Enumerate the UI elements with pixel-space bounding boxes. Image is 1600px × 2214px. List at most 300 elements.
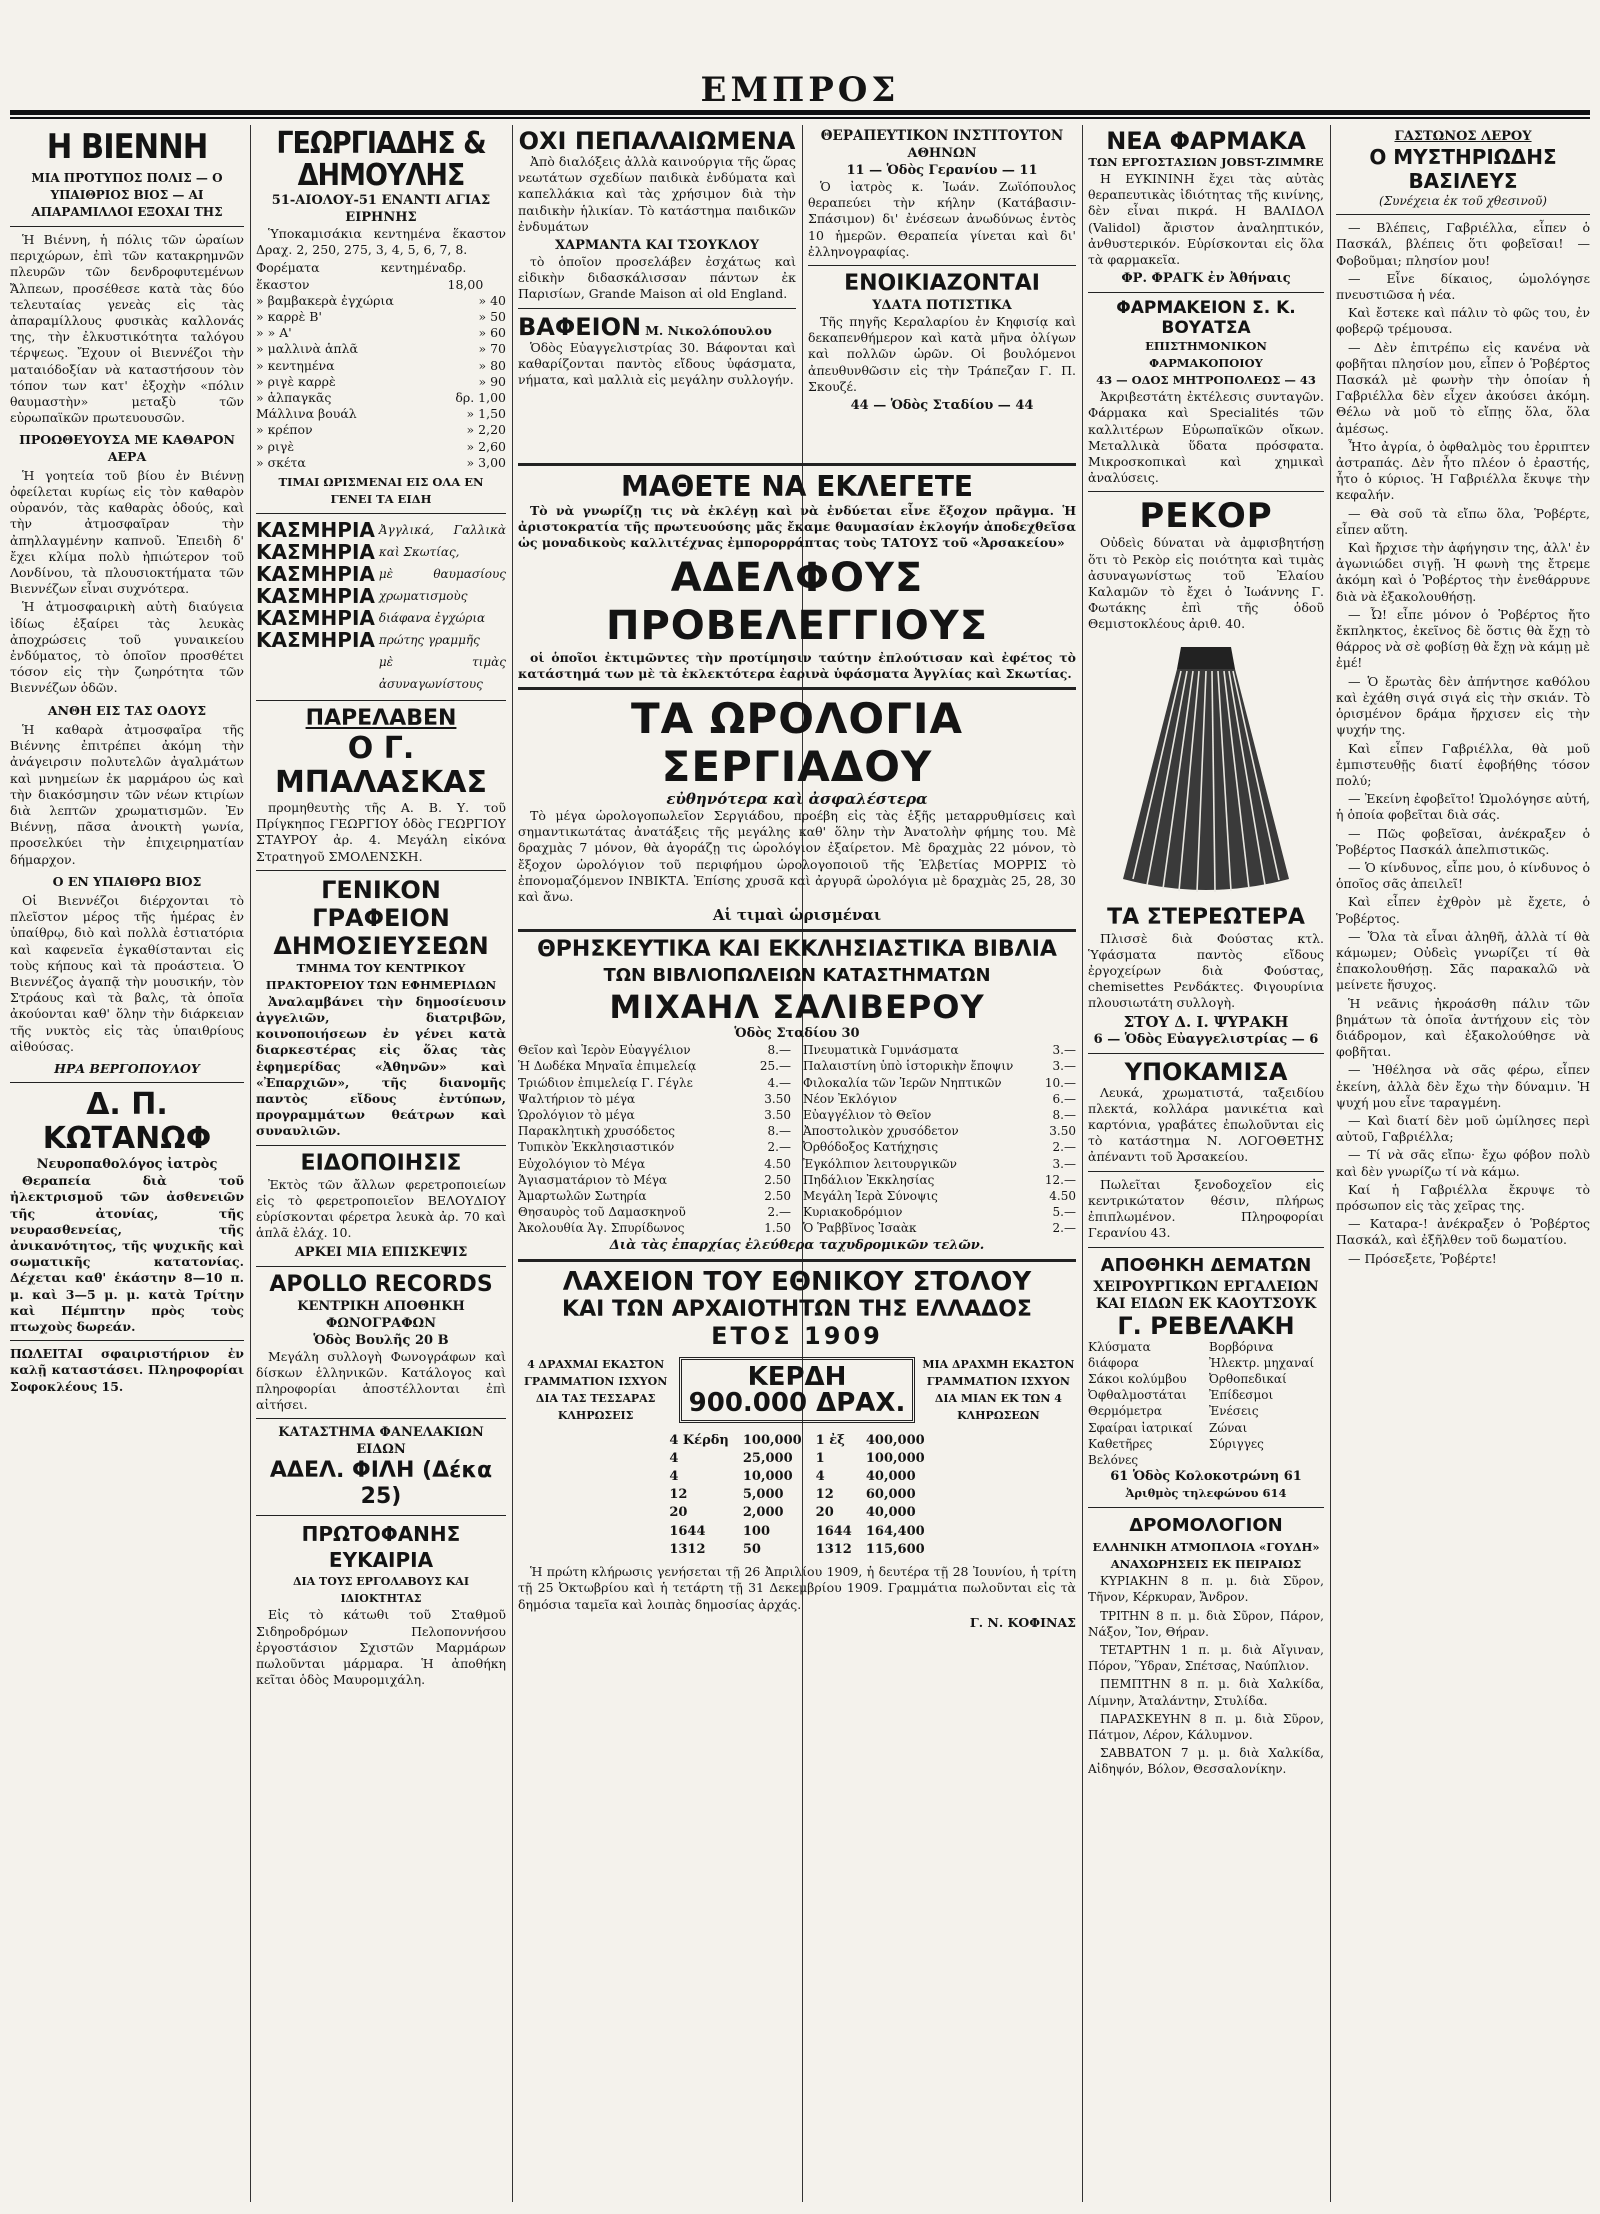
price-value: » 1,50 bbox=[466, 406, 506, 422]
book-row bbox=[803, 1091, 1076, 1107]
rent-subtitle: ΥΔΑΤΑ ΠΟΤΙΣΤΙΚΑ bbox=[872, 298, 1012, 314]
book-row bbox=[803, 1204, 1076, 1220]
article-subheading: ΠΡΟΩΘΕΥΟΥΣΑ ΜΕ ΚΑΘΑΡΟΝ ΑΕΡΑ bbox=[19, 432, 235, 464]
route-entry: ΣΑΒΒΑΤΟΝ 7 μ. μ. διὰ Χαλκίδα, Αἰδηψόν, Βόλον, Θεσσαλονίκην. bbox=[1088, 1746, 1324, 1777]
price-item: » μαλλινὰ ἁπλᾶ bbox=[256, 341, 358, 357]
prize-cell: 100,000 bbox=[742, 1432, 802, 1448]
book-price: 8.— bbox=[767, 1043, 791, 1058]
book-row bbox=[803, 1220, 1076, 1236]
surgical-items bbox=[1088, 1339, 1324, 1469]
prize-cell: 10,000 bbox=[742, 1469, 793, 1485]
book-price: 3.50 bbox=[1049, 1124, 1076, 1139]
watches-title: ΤΑ ΩΡΟΛΟΓΙΑ ΣΕΡΓΙΑΔΟΥ bbox=[630, 694, 964, 792]
pharmacy-title: ΦΑΡΜΑΚΕΙΟΝ Σ. Κ. ΒΟΥΑΤΣΑ bbox=[1116, 298, 1296, 339]
book-row bbox=[803, 1075, 1076, 1091]
book-title: Ψαλτήριον τὸ μέγα bbox=[518, 1091, 636, 1106]
price-value: » 80 bbox=[478, 357, 506, 373]
masthead-rule-thin bbox=[10, 117, 1590, 119]
prize-cell: 1 ἐξ bbox=[815, 1432, 845, 1448]
book-title: Τυπικὸν Ἐκκλησιαστικόν bbox=[518, 1140, 675, 1155]
book-title: Τριώδιον ἐπιμελείᾳ Γ. Γέγλε bbox=[518, 1075, 693, 1090]
surgical-depot-title: ΑΠΟΘΗΚΗ ΔΕΜΑΤΩΝ bbox=[1100, 1254, 1312, 1276]
prize-cell: 20 bbox=[669, 1505, 688, 1521]
prize-cell: 400,000 bbox=[865, 1432, 925, 1448]
price-row bbox=[256, 406, 506, 422]
column-ads-left bbox=[256, 128, 506, 2204]
surgical-item: Ἐνέσεις bbox=[1209, 1404, 1259, 1419]
book-price: 4.50 bbox=[1049, 1189, 1076, 1204]
book-title: Ἀμαρτωλῶν Σωτηρία bbox=[518, 1189, 647, 1204]
book-row bbox=[803, 1123, 1076, 1139]
kasmiria-note: Ἀγγλικά, Γαλλικὰ καὶ Σκωτίας, bbox=[378, 523, 506, 560]
route-entry: ΠΑΡΑΣΚΕΥΗΝ 8 π. μ. διὰ Σῦρον, Πάτμον, Λέρον, Κάλυμνον. bbox=[1088, 1711, 1324, 1742]
kasmiria-note: μὲ τιμὰς ἀσυναγωνίστους bbox=[378, 655, 506, 692]
kasmiria-word: ΚΑΣΜΗΡΙΑ bbox=[256, 562, 375, 587]
book-title: Πηδάλιον Ἐκκλησίας bbox=[803, 1172, 935, 1187]
lottery-title: ΛΑΧΕΙΟΝ ΤΟΥ ΕΘΝΙΚΟΥ ΣΤΟΛΟΥ bbox=[562, 1266, 1032, 1297]
kasmiria-word: ΚΑΣΜΗΡΙΑ bbox=[256, 606, 375, 631]
fixed-prices-note: ΤΙΜΑΙ ΩΡΙΣΜΕΝΑΙ ΕΙΣ ΟΛΑ ΕΝ ΓΕΝΕΙ ΤΑ ΕΙΔΗ bbox=[278, 475, 484, 507]
serial-paragraph: — Ὁ κίνδυνος, εἶπε μου, ὁ κίνδυνος ὁ ὁποῖος σᾶς ἀπειλεῖ! bbox=[1336, 859, 1590, 892]
prize-row bbox=[663, 1451, 930, 1467]
book-price: 2.— bbox=[1052, 1140, 1076, 1155]
prize-cell: 4 Κέρδη bbox=[669, 1432, 729, 1448]
billiards-ad: ΠΩΛΕΙΤΑΙ σφαιριστήριον ἐν καλῇ καταστάσει. Πληροφορίαι Σοφοκλέους 15. bbox=[10, 1346, 244, 1394]
surgical-item: Ζώναι bbox=[1209, 1420, 1248, 1435]
institute-address: 11 — Ὁδὸς Γερανίου — 11 bbox=[846, 163, 1038, 178]
price-row bbox=[256, 374, 506, 390]
serial-paragraph: Καὶ εἶπεν ἐχθρὸν μὲ ἔχετε, ὁ Ῥοβέρτος. bbox=[1336, 894, 1590, 926]
parelaben-heading: ΠΑΡΕΛΑΒΕΝ bbox=[305, 706, 457, 732]
prize-cell: 20 bbox=[815, 1505, 834, 1521]
book-price: 2.— bbox=[1052, 1221, 1076, 1236]
rekor-title: ΡΕΚΟΡ bbox=[1139, 496, 1273, 537]
price-item: » κρέπον bbox=[256, 422, 313, 438]
revelakis-address: 61 Ὁδὸς Κολοκοτρώνη 61 bbox=[1110, 1469, 1302, 1485]
surgical-items-left bbox=[1088, 1339, 1203, 1469]
book-price: 3.— bbox=[1052, 1043, 1076, 1058]
route-entry: ΤΡΙΤΗΝ 8 π. μ. διὰ Σῦρον, Πάρον, Νάξον, Ἴον, Θήραν. bbox=[1088, 1608, 1324, 1639]
pharma-text: Η ΕΥΚΙΝΙΝΗ ἔχει τὰς αὐτὰς θεραπευτικὰς ἰδιότητας τῆς κινίνης, δὲν εἶναι πικρά. Η ΒΑΛΙΔΟΛ (Validol) ἄριστον ἀναληπτικόν, ἀνθυστερικόν. Εὑρίσκονται εἰς ὅλα τὰ φαρμακεῖα. bbox=[1088, 171, 1324, 268]
price-row bbox=[256, 309, 506, 325]
kids-shop-name: ΧΑΡΜΑΝΤΑ ΚΑΙ ΤΣΟΥΚΛΟΥ bbox=[554, 238, 760, 254]
prize-cell: 100,000 bbox=[865, 1450, 925, 1466]
shirts-title: ΥΠΟΚΑΜΙΣΑ bbox=[1124, 1057, 1288, 1086]
rent-address: 44 — Ὁδὸς Σταδίου — 44 bbox=[850, 398, 1034, 414]
prize-cell: 1644 bbox=[815, 1523, 852, 1539]
book-price: 4.50 bbox=[764, 1156, 791, 1171]
surgical-item: Καθετῆρες bbox=[1088, 1436, 1153, 1451]
book-price: 12.— bbox=[1044, 1172, 1076, 1187]
book-title: Ἐγκόλπιον λειτουργικῶν bbox=[803, 1156, 957, 1171]
book-title: Νέον Ἐκλόγιον bbox=[803, 1091, 898, 1106]
mathete-title: ΜΑΘΕΤΕ ΝΑ ΕΚΛΕΓΕΤΕ bbox=[620, 470, 974, 503]
book-price: 2.50 bbox=[764, 1172, 791, 1187]
stereotera-shop: ΣΤΟΥ Δ. Ι. ΨΥΡΑΚΗ bbox=[1123, 1012, 1289, 1031]
doctor-ad-text: Θεραπεία διὰ τοῦ ἠλεκτρισμοῦ τῶν ἀσθενειῶν τῆς ἀτονίας, τῆς νευρασθενείας, τῆς ἀνικανότητος, τῆς ψυχικῆς καὶ σωματικῆς κατατονίας. Δέχεται καθ' ἑκάστην 8—10 π. μ. καὶ 3—5 μ. μ. κατὰ Τρίτην καὶ Πέμπτην πρὸς τοὺς πτωχοὺς δωρεάν. bbox=[10, 1173, 244, 1334]
books-title: ΘΡΗΣΚΕΥΤΙΚΑ ΚΑΙ ΕΚΚΛΗΣΙΑΣΤΙΚΑ ΒΙΒΛΙΑ bbox=[537, 937, 1057, 963]
shirts-text: Λευκά, χρωματιστά, ταξειδίου πλεκτά, κολλάρα μανικέτια καὶ καρτόνια, γραβάτες ἐπωλοῦνται εἰς τὸ κατάστημα Ν. ΛΟΓΟΘΕΤΗΣ ἀπέναντι τοῦ Ἀρσακείου. bbox=[1088, 1084, 1324, 1165]
serial-paragraph: — Δὲν ἐπιτρέπω εἰς κανένα νὰ φοβῆται πλησίον μου, εἶπεν ὁ Ῥοβέρτος Πασκάλ μὲ φωνὴν τὴν ὁποίαν ἡ Γαβριέλλα δὲν εἶχεν ἀκούσει ἀκόμη. Θέλω νὰ μοῦ τὸ εἴπῃς ὅλα, ὅλα ἀμέσως. bbox=[1336, 339, 1590, 436]
serial-paragraph: — Εἶνε δίκαιος, ὡμολόγησε πνευστιῶσα ἡ νέα. bbox=[1336, 270, 1590, 303]
kasmiria-word: ΚΑΣΜΗΡΙΑ bbox=[256, 540, 375, 565]
serial-paragraph: — Ὁ ἔρωτὰς δὲν ἀπήντησε καθόλου καὶ ἐχάθη σιγά σιγά εἰς τὴν σκιάν. Τὸ ὁρισμένον δράμα ἤρχισεν εἰς τὴν ψυχήν της. bbox=[1336, 673, 1590, 738]
price-value: » 50 bbox=[478, 309, 506, 325]
price-item: » ριγὲ καρρὲ bbox=[256, 373, 336, 389]
prize-cell: 25,000 bbox=[742, 1450, 793, 1466]
stereotera-address: 6 — Ὁδὸς Εὐαγγελιστρίας — 6 bbox=[1093, 1031, 1319, 1047]
price-row bbox=[256, 341, 506, 357]
serial-paragraph: — Θὰ σοῦ τὰ εἴπω ὅλα, Ῥοβέρτε, εἶπεν αὕτη. bbox=[1336, 505, 1590, 537]
column-center-main bbox=[518, 458, 1076, 2204]
stereotera-title: ΤΑ ΣΤΕΡΕΩΤΕΡΑ bbox=[1107, 904, 1305, 930]
surgical-item: Ἐπίδεσμοι bbox=[1209, 1388, 1274, 1403]
prize-row bbox=[663, 1505, 930, 1521]
book-price: 3.— bbox=[1052, 1059, 1076, 1074]
book-row bbox=[803, 1172, 1076, 1188]
book-price: 2.— bbox=[767, 1140, 791, 1155]
institute-text: Ὁ ἰατρὸς κ. Ἰωάν. Ζωϊόπουλος θεραπεύει τὴν κήλην (Κατάβασιν-Σπάσιμον) δι' ἐνέσεων ἀνωδύνως ἐντὸς 10 ἡμερῶν. Θεραπεία γίνεται καὶ δι' ἐλληνογραφίας. bbox=[808, 179, 1076, 259]
surgical-item: Βορβόρινα bbox=[1209, 1339, 1274, 1354]
pharmacy-text: Ἀκριβεστάτη ἐκτέλεσις συνταγῶν. Φάρμακα καὶ Specialités τῶν καλλιτέρων Εὐρωπαϊκῶν οἴκων. Μεταλλικὰ ὕδατα πρόσφατα. Μικροσκοπικαὶ καὶ χημικαὶ ἀναλύσεις. bbox=[1088, 389, 1324, 486]
lottery-right-note: ΜΙΑ ΔΡΑΧΜΗ ΕΚΑΣΤΟΝ ΓΡΑΜΜΑΤΙΟΝ ΙΣΧΥΟΝ ΔΙΑ ΜΙΑΝ ΕΚ ΤΩΝ 4 ΚΛΗΡΩΣΕΩΝ bbox=[922, 1357, 1075, 1422]
kasmiria-note: πρώτης γραμμῆς bbox=[378, 633, 480, 648]
price-item: » » Α' bbox=[256, 325, 292, 341]
serial-title: Ο ΜΥΣΤΗΡΙΩΔΗΣ ΒΑΣΙΛΕΥΣ bbox=[1369, 145, 1557, 193]
book-row bbox=[518, 1156, 791, 1172]
dyeworks-text: Ὁδὸς Εὐαγγελιστρίας 30. Βάφονται καὶ καθαρίζονται παντὸς εἴδους ὑφάσματα, νήματα, καὶ μαλλιὰ εἰς μεγάλην συλλογήν. bbox=[518, 339, 796, 388]
route-entry: ΚΥΡΙΑΚΗΝ 8 π. μ. διὰ Σῦρον, Τῆνον, Κέρκυραν, Ἄνδρον. bbox=[1088, 1574, 1324, 1605]
prize-row bbox=[663, 1542, 930, 1558]
book-price: 3.50 bbox=[764, 1091, 791, 1106]
prize-cell: 4 bbox=[815, 1469, 825, 1485]
provelegios-name: ΑΔΕΛΦΟΥΣ ΠΡΟΒΕΛΕΓΓΙΟΥΣ bbox=[605, 554, 989, 649]
price-value: » 2,20 bbox=[466, 422, 506, 438]
serial-paragraph: Καί ἡ Γαβριέλλα ἔκρυψε τὸ πρόσωπον εἰς τὰς χεῖρας της. bbox=[1336, 1181, 1590, 1213]
prize-cell: 4 bbox=[669, 1469, 679, 1485]
price-value: » 70 bbox=[478, 341, 506, 357]
prize-row bbox=[663, 1469, 930, 1485]
column-divider bbox=[512, 125, 513, 2202]
book-price: 3.50 bbox=[764, 1108, 791, 1123]
prize-cell: 1 bbox=[815, 1450, 825, 1466]
rent-title: ΕΝΟΙΚΙΑΖΟΝΤΑΙ bbox=[844, 271, 1040, 297]
book-row bbox=[518, 1204, 791, 1220]
column-center-top-left bbox=[518, 128, 796, 458]
dyeworks-title: ΒΑΦΕΙΟΝ bbox=[518, 312, 642, 341]
watches-subtitle: εὐθηνότερα καὶ ἀσφαλέστερα bbox=[666, 790, 928, 809]
pharma-title: ΝΕΑ ΦΑΡΜΑΚΑ bbox=[1106, 128, 1306, 155]
lottery-left-note: 4 ΔΡΑΧΜΑΙ ΕΚΑΣΤΟΝ ΓΡΑΜΜΑΤΙΟΝ ΙΣΧΥΟΝ ΔΙΑ ΤΑΣ ΤΕΣΣΑΡΑΣ ΚΛΗΡΩΣΕΙΣ bbox=[524, 1357, 668, 1422]
apollo-subtitle: ΚΕΝΤΡΙΚΗ ΑΠΟΘΗΚΗ ΦΩΝΟΓΡΑΦΩΝ bbox=[297, 1298, 465, 1331]
surgical-items-right bbox=[1209, 1339, 1324, 1469]
lottery-subtitle: ΚΑΙ ΤΩΝ ΑΡΧΑΙΟΤΗΤΩΝ ΤΗΣ ΕΛΛΑΔΟΣ bbox=[562, 1296, 1032, 1322]
pharma-subtitle: ΤΩΝ ΕΡΓΟΣΤΑΣΙΩΝ JOBST-ZIMMRE bbox=[1088, 155, 1324, 169]
serial-paragraph: — Ἐκείνη ἐφοβεῖτο! Ὡμολόγησε αὐτή, ἡ ὁποία φοβεῖται διὰ σάς. bbox=[1336, 791, 1590, 823]
dyeworks-owner: Μ. Νικολόπουλου bbox=[645, 322, 772, 338]
book-title: Θησαυρὸς τοῦ Δαμασκηνοῦ bbox=[518, 1205, 686, 1220]
apollo-address: Ὁδὸς Βουλῆς 20 Β bbox=[313, 1332, 449, 1348]
serial-paragraph: — Βλέπεις, Γαβριέλλα, εἶπεν ὁ Πασκάλ, βλέπεις ὅτι φοβεῖσαι! — Φοβοῦμαι; πλησίον μου! bbox=[1336, 220, 1590, 268]
kasmiria-note: διάφανα ἐγχώρια bbox=[378, 611, 486, 626]
prize-cell: 4 bbox=[669, 1450, 679, 1466]
book-title: Ἡ Δωδέκα Μηναῖα ἐπιμελείᾳ bbox=[518, 1059, 697, 1074]
article-headline: Η ΒΙΕΝΝΗ bbox=[46, 128, 208, 167]
book-price: 8.— bbox=[1052, 1108, 1076, 1123]
serial-paragraph: — Πρόσεξετε, Ῥοβέρτε! bbox=[1348, 1250, 1497, 1266]
book-title: Ἀκολουθία Ἁγ. Σπυρίδωνος bbox=[518, 1221, 685, 1236]
article-paragraph: Ἡ καθαρὰ ἀτμοσφαῖρα τῆς Βιέννης ἐπιτρέπει ἀκόμη τὴν ἀνάγειρσιν πολυτελῶν ἀγαλμάτων καὶ μνημείων ἐκ μαρμάρου ὡς καὶ τὴν διακόσμησιν τῶν νέων κτιρίων διὰ λεπτῶν χρωματισμῶν. Ἐν Βιέννῃ, πᾶσα ἀνοικτὴ γωνία, προσελκύει τὴν ἐπιχειρηματίαν δήμαρχον. bbox=[10, 721, 244, 867]
article-subheading: ΑΝΘΗ ΕΙΣ ΤΑΣ ΟΔΟΥΣ bbox=[47, 702, 207, 718]
serial-author: ΓΑΣΤΩΝΟΣ ΛΕΡΟΥ bbox=[1394, 129, 1532, 144]
prize-cell: 40,000 bbox=[865, 1469, 916, 1485]
book-title: Παλαιστίνη ὑπὸ ἱστορικὴν ἔποψιν bbox=[803, 1059, 1014, 1074]
eykairia-title: ΠΡΩΤΟΦΑΝΗΣ ΕΥΚΑΙΡΙΑ bbox=[301, 1522, 461, 1573]
column-vienna-article bbox=[10, 128, 244, 2204]
serial-continuation: (Συνέχεια ἐκ τοῦ χθεσινοῦ) bbox=[1379, 194, 1547, 208]
article-paragraph: Οἱ Βιεννέζοι διέρχονται τὸ πλεῖστον μέρος τῆς ἡμέρας ἐν ὑπαίθρῳ, διὸ καὶ πολλὰ ἐστιατόρια καὶ καφενεῖα ἐγκαθίστανται εἰς τοὺς κήπους καὶ τὰ προάστεια. Ὁ Βιεννέζος ἀγαπᾷ τὴν μουσικήν, τὸν Στράους καὶ τὰ βαλς, τὰ ὁποῖα ἀκούονται καθ' ὅλην τὴν διάρκειαν τῆς νυκτὸς εἰς τὰς ὑπαιθρίους αἰθούσας. bbox=[10, 892, 244, 1054]
firm-address: 51-ΑΙΟΛΟΥ-51 ΕΝΑΝΤΙ ΑΓΙΑΣ ΕΙΡΗΝΗΣ bbox=[271, 193, 491, 225]
provelegios-text: οἱ ὁποῖοι ἐκτιμῶντες τὴν προτίμησιν ταύτην ἐπλούτισαν καὶ ἐφέτος τὸ κατάστημά των μὲ τὰ ἐκλεκτότερα ἐαρινὰ ὑφάσματα Ἀγγλίας καὶ Σκωτίας. bbox=[518, 649, 1076, 681]
surgical-depot-subtitle: ΧΕΙΡΟΥΡΓΙΚΩΝ ΕΡΓΑΛΕΙΩΝ ΚΑΙ ΕΙΔΩΝ ΕΚ ΚΑΟΥΤΣΟΥΚ bbox=[1093, 1278, 1319, 1312]
shipping-line: ΕΛΛΗΝΙΚΗ ΑΤΜΟΠΛΟΙΑ «ΓΟΥΔΗ» bbox=[1092, 1540, 1320, 1555]
stereotera-text: Πλισσὲ διὰ Φούστας κτλ. Ὑφάσματα παντὸς εἴδους ἐργοχείρων διὰ Φούστας, chemisettes Ρενδάκτες. Φιγουρίνια πλουσιωτάτη συλλογὴ. bbox=[1088, 930, 1324, 1011]
eykairia-subtitle: ΔΙΑ ΤΟΥΣ ΕΡΓΟΛΑΒΟΥΣ ΚΑΙ ΙΔΙΟΚΤΗΤΑΣ bbox=[293, 1575, 469, 1606]
price-item: » κεντημένα bbox=[256, 357, 335, 373]
schedule-title: ΔΡΟΜΟΛΟΓΙΟΝ bbox=[1129, 1515, 1283, 1537]
price-value: » 40 bbox=[478, 292, 506, 308]
price-item: » βαμβακερὰ ἐγχώρια bbox=[256, 292, 394, 308]
kasmiria-ad bbox=[256, 519, 506, 695]
book-row bbox=[518, 1123, 791, 1139]
firm-intro: Ὑποκαμισάκια κεντημένα ἕκαστον Δραχ. 2, 250, 275, 3, 4, 5, 6, 7, 8. bbox=[256, 226, 506, 258]
price-row bbox=[256, 260, 506, 292]
surgical-item: Σάκοι κολύμβου bbox=[1088, 1371, 1187, 1386]
saliveros-address: Ὁδὸς Σταδίου 30 bbox=[734, 1026, 860, 1042]
serial-paragraph: — Τί νὰ σᾶς εἴπω· ἔχω φόβον πολὺ καὶ δὲν γνωρίζω τί νὰ κάμω. bbox=[1336, 1147, 1590, 1179]
serial-paragraph: Ἡ νεᾶνις ἠκροάσθη πάλιν τῶν βημάτων τὰ ὁποῖα ἀντήχουν εἰς τὸν διάδρομον, καὶ ἐξακολούθησε νὰ φοβῆται. bbox=[1336, 995, 1590, 1060]
column-center-top-right bbox=[808, 128, 1076, 458]
article-subheading: Ο ΕΝ ΥΠΑΙΘΡΩ ΒΙΟΣ bbox=[52, 873, 202, 889]
price-item: Φορέματα κεντημένα ἕκαστον bbox=[256, 260, 448, 292]
book-title: Φιλοκαλία τῶν Ἱερῶν Νηπτικῶν bbox=[803, 1075, 1002, 1090]
book-price: 6.— bbox=[1052, 1091, 1076, 1106]
price-value: δρ. 18,00 bbox=[447, 260, 484, 292]
book-title: Θεῖον καὶ Ἱερὸν Εὐαγγέλιον bbox=[518, 1043, 691, 1058]
kids-clothes-text: Ἀπὸ διαλόξεις ἀλλὰ καινούργια τῆς ὥρας νεωτάτων σχεδίων παιδικὰ ἐνδύματα καὶ καπελλάκια καὶ τὰς χρήσιμον διὰ τὴν παιδικὴν ἡλικίαν. Τὸ κατάστημα παιδικῶν ἐνδυμάτων bbox=[518, 154, 796, 234]
price-item: » σκέτα bbox=[256, 454, 306, 470]
surgical-item: Σύριγγες bbox=[1209, 1436, 1264, 1451]
revelakis-phone: Ἀριθμὸς τηλεφώνου 614 bbox=[1125, 1486, 1287, 1501]
column-divider bbox=[1082, 125, 1083, 2202]
serial-paragraph: Καὶ εἶπεν Γαβριέλλα, θὰ μοῦ ἐμπιστευθῇς διατί ἐφοβήθης τόσον πολύ; bbox=[1336, 740, 1590, 788]
book-row bbox=[518, 1091, 791, 1107]
article-paragraph: Ἡ γοητεία τοῦ βίου ἐν Βιέννῃ ὀφείλεται κυρίως εἰς τὸν καθαρὸν οὐρανόν, τὰς καθαρὰς ὁδούς, καὶ τὴν ἀτμοσφαῖραν τὴν ἀπηλλαγμένην καπνοῦ. Ἐπειδὴ δ' ἔχει κλίμα πολὺ ἠπιώτερον τοῦ Λονδίνου, τὰ πλουσιοκτήματα τῶν Βιεννέζων εἶναι συχνότερα. bbox=[10, 467, 244, 597]
serial-paragraph: Καὶ ἔστεκε καὶ πάλιν τὸ φῶς του, ἐν φοβερῷ τρέμουσα. bbox=[1336, 305, 1590, 337]
doctor-ad-title: Νευροπαθολόγος ἰατρὸς bbox=[36, 1157, 218, 1173]
price-row bbox=[256, 455, 506, 471]
book-price: 3.— bbox=[1052, 1156, 1076, 1171]
serial-text bbox=[1336, 220, 1590, 1267]
book-row bbox=[803, 1107, 1076, 1123]
watches-fixed-prices: Αἱ τιμαὶ ὡρισμέναι bbox=[712, 906, 882, 925]
kasmiria-word: ΚΑΣΜΗΡΙΑ bbox=[256, 584, 375, 609]
kasmiria-notes bbox=[379, 519, 506, 695]
prize-cell: 1312 bbox=[669, 1541, 706, 1557]
price-value: » 3,00 bbox=[466, 454, 506, 470]
prize-row bbox=[663, 1433, 930, 1449]
book-row bbox=[518, 1075, 791, 1091]
kasmiria-word: ΚΑΣΜΗΡΙΑ bbox=[256, 518, 375, 543]
price-value: » 60 bbox=[478, 325, 506, 341]
surgical-item: Ὀφθαλμοστάται bbox=[1088, 1388, 1187, 1403]
book-price: 10.— bbox=[1044, 1075, 1076, 1090]
kids-clothes-title: ΟΧΙ ΠΕΠΑΛΑΙΩΜΕΝΑ bbox=[518, 128, 796, 155]
pleated-skirt-illustration bbox=[1111, 639, 1301, 899]
agency-title: ΓΕΝΙΚΟΝ ΓΡΑΦΕΙΟΝ ΔΗΜΟΣΙΕΥΣΕΩΝ bbox=[273, 875, 489, 960]
fanelakia-title: ΚΑΤΑΣΤΗΜΑ ΦΑΝΕΛΑΚΙΩΝ ΕΙΔΩΝ bbox=[278, 1425, 484, 1458]
price-item: » ἀλπαγκᾶς bbox=[256, 390, 332, 406]
price-row bbox=[256, 390, 506, 406]
surgical-item: Ἠλεκτρ. μηχαναί bbox=[1209, 1355, 1315, 1370]
agency-subtitle: ΤΜΗΜΑ ΤΟΥ ΚΕΝΤΡΙΚΟΥ ΠΡΑΚΤΟΡΕΙΟΥ ΤΩΝ ΕΦΗΜΕΡΙΔΩΝ bbox=[265, 960, 497, 992]
firm-name: ΓΕΩΡΓΙΑΔΗΣ & ΔΗΜΟΥΛΗΣ bbox=[276, 128, 486, 193]
book-row bbox=[518, 1172, 791, 1188]
lottery-text: Ἡ πρώτη κλήρωσις γενήσεται τῇ 26 Ἀπριλίου 1909, ἡ δευτέρα τῇ 28 Ἰουνίου, ἡ τρίτη τῇ 25 Ὀκτωβρίου καὶ ἡ τετάρτη τῇ 31 Δεκεμβρίου 1909. Γραμμάτια πωλοῦνται εἰς τὰ δημόσια ταμεῖα καὶ λοιπὰς δημοσίας ἀρχάς. bbox=[518, 1564, 1076, 1612]
price-item: » ριγὲ bbox=[256, 438, 295, 454]
watches-text: Τὸ μέγα ὡρολογοπωλεῖον Σεργιάδου, προέβη εἰς τὰς ἑξῆς μεταρρυθμίσεις καὶ σημαντικωτάτας ἀνατάξεις τῆς μεγάλης καθ' ὅλην τὴν Ἀνατολὴν φήμης του. Μὲ δραχμὰς 7 μόνον, θὰ ἀγοράζῃ τις ὡρολόγιον ἐξαίρετον. Μὲ δραχμὰς 22 μόνον, τὸ ἔξοχον ὡρολόγιον τοῦ περιφήμου ὡρολογοποιοῦ τῆς Ἑλβετίας ΜΟΡΡΙΣ τὸ ἐπονομαζόμενον ΙΝΒΙΚΤΑ. Ἐπίσης χρυσᾶ καὶ ἀργυρᾶ ὡρολόγια μὲ δραχμὰς 25, 28, 30 καὶ ἄνω. bbox=[518, 808, 1076, 905]
book-price: 4.— bbox=[767, 1075, 791, 1090]
prize-cell: 115,600 bbox=[865, 1541, 925, 1557]
book-title: Παρακλητικὴ χρυσόδετος bbox=[518, 1124, 675, 1139]
books-footer: Διὰ τὰς ἐπαρχίας ἐλεύθερα ταχυδρομικῶν τελῶν. bbox=[609, 1237, 985, 1253]
pharma-signature: ΦΡ. ΦΡΑΓΚ ἐν Ἀθήναις bbox=[1121, 271, 1291, 287]
lottery-year: ΕΤΟΣ 1909 bbox=[711, 1321, 883, 1350]
books-list-left bbox=[518, 1042, 791, 1236]
lottery-prize-total: ΚΕΡΔΗ 900.000 ΔΡΑΧ. bbox=[679, 1357, 914, 1423]
book-row bbox=[518, 1042, 791, 1058]
adel-name: ΑΔΕΛ. ΦΙΛΗ (Δέκα 25) bbox=[269, 1458, 493, 1510]
saliveros-name: ΜΙΧΑΗΛ ΣΑΛΙΒΕΡΟΥ bbox=[609, 988, 985, 1027]
price-row bbox=[256, 422, 506, 438]
notice-title: ΕΙΔΟΠΟΙΗΣΙΣ bbox=[300, 1150, 462, 1176]
book-price: 5.— bbox=[1052, 1205, 1076, 1220]
surgical-item: Βελόνες bbox=[1088, 1452, 1139, 1467]
serial-paragraph: — Ὦ! εἶπε μόνον ὁ Ῥοβέρτος ἤτο ἔκπληκτος, ἐκεῖνος δὲ ὅστις θὰ ἔχῃ τὸ θάρρος νὰ σὲ φοβίσῃ θὰ ἔχῃ νὰ κάμῃ μὲ ἐμέ! bbox=[1336, 606, 1590, 671]
lottery-prizes-table bbox=[661, 1431, 932, 1560]
serial-paragraph: — Καταρα-! ἀνέκραξεν ὁ Ῥοβέρτος Πασκάλ, καὶ ἐξῆλθεν τοῦ δωματίου. bbox=[1336, 1216, 1590, 1248]
serial-paragraph: — Ὅλα τὰ εἶναι ἀληθῆ, ἀλλὰ τί θὰ κάμωμεν; Οὐδεὶς γνωρίζει τί θὰ ἐπακολουθήσῃ. Σᾶς παρακαλῶ νὰ μείνετε ἥσυχος. bbox=[1336, 928, 1590, 993]
notice-text: Ἐκτὸς τῶν ἄλλων φερετροποιείων εἰς τὸ φερετροποιεῖον ΒΕΛΟΥΔΙΟΥ εὑρίσκονται φέρετρα λευκὰ ἀρ. 70 καὶ ἁπλᾶ ἐλάχ. 10. bbox=[256, 1176, 506, 1241]
hotel-sale-ad: Πωλεῖται ξενοδοχεῖον εἰς κεντρικώτατον θέσιν, πλήρως ἐπιπλωμένον. Πληροφορίαι Γερανίου 43. bbox=[1088, 1176, 1324, 1241]
book-title: Εὐαγγέλιον τὸ Θεῖον bbox=[803, 1108, 932, 1123]
pharmacy-subtitle: ΕΠΙΣΤΗΜΟΝΙΚΟΝ ΦΑΡΜΑΚΟΠΟΙΟΥ bbox=[1145, 339, 1267, 371]
price-value: δρ. 1,00 bbox=[455, 390, 506, 406]
prize-cell: 164,400 bbox=[865, 1523, 925, 1539]
prize-row bbox=[663, 1524, 930, 1540]
book-title: Μεγάλη Ἱερὰ Σύνοψις bbox=[803, 1189, 938, 1204]
masthead-rule bbox=[10, 110, 1590, 115]
serial-paragraph: — Πῶς φοβεῖσαι, ἀνέκραξεν ὁ Ῥοβέρτος Πασκάλ ἀπελπιστικῶς. bbox=[1336, 825, 1590, 857]
prize-cell: 40,000 bbox=[865, 1505, 916, 1521]
price-value: » 90 bbox=[478, 373, 506, 389]
book-title: Ὡρολόγιον τὸ μέγα bbox=[518, 1108, 635, 1123]
book-row bbox=[518, 1058, 791, 1074]
book-price: 8.— bbox=[767, 1124, 791, 1139]
book-row bbox=[803, 1042, 1076, 1058]
price-row bbox=[256, 293, 506, 309]
mathete-text: Τὸ νὰ γνωρίζῃ τις νὰ ἐκλέγῃ καὶ νὰ ἐνδύεται εἶνε ἔξοχον πρᾶγμα. Ἡ ἀριστοκρατία τῆς πρωτευούσης μᾶς ἔκαμε θαυμασίαν ἐκλογήν ἀποδεχθεῖσα ὡς μοναδικοὺς καλλιτέχνας ἐμπορορράπτας τοὺς ΤΑΤΟΥΣ τοῦ «Ἀρσακείου» bbox=[518, 503, 1076, 551]
apollo-title: APOLLO RECORDS bbox=[269, 1271, 493, 1297]
book-title: Πνευματικὰ Γυμνάσματα bbox=[803, 1043, 959, 1058]
book-row bbox=[803, 1139, 1076, 1155]
rekor-text: Οὐδεὶς δύναται νὰ ἀμφισβητήσῃ ὅτι τὸ Ρεκὸρ εἰς ποιότητα καὶ τιμὰς ἀσυναγωνίστως τοῦ Ἐλαίου Καλαμῶν τὸ ἔχει ὁ Ἰωάννης Γ. Φωτάκης ἐπὶ τῆς ὁδοῦ Θεμιστοκλέους ἀριθ. 40. bbox=[1088, 535, 1324, 632]
serial-paragraph: Ἦτο ἀγρία, ὁ ὀφθαλμὸς του ἐρριπτεν ἀστραπάς. Δὲν ἦτο πλέον ὁ ἐραστής, ἦτο ὁ κύριος. Ἡ Γαβριέλλα ἔκυψε τὴν κεφαλήν. bbox=[1336, 438, 1590, 503]
prize-cell: 5,000 bbox=[742, 1487, 784, 1503]
surgical-item: Κλύσματα διάφορα bbox=[1088, 1339, 1151, 1370]
article-paragraph: Ἡ ἀτμοσφαιρικὴ αὐτὴ διαύγεια ἰδίως ἐξαίρει τὰς λευκὰς ἀποχρώσεις τοῦ γυναικείου ἐνδύματος, τὸ ὁποῖον προσθέτει τόσον εἰς τὴν ζωηρότητα τῶν Βιεννέζων ὁδῶν. bbox=[10, 599, 244, 696]
book-row bbox=[518, 1220, 791, 1236]
column-divider bbox=[250, 125, 251, 2202]
prize-cell: 1644 bbox=[669, 1523, 706, 1539]
book-row bbox=[803, 1188, 1076, 1204]
prize-cell: 50 bbox=[742, 1541, 761, 1557]
surgical-item: Ὀρθοπεδικαί bbox=[1209, 1371, 1287, 1386]
doctor-ad-name: Δ. Π. ΚΩΤΑΝΩΦ bbox=[42, 1087, 212, 1157]
article-signature: ΗΡΑ ΒΕΡΓΟΠΟΥΛΟΥ bbox=[54, 1060, 200, 1076]
book-row bbox=[518, 1188, 791, 1204]
masthead bbox=[0, 70, 1600, 114]
prize-cell: 60,000 bbox=[865, 1487, 916, 1503]
kasmiria-word: ΚΑΣΜΗΡΙΑ bbox=[256, 628, 375, 653]
apollo-text: Μεγάλη συλλογὴ Φωνογράφων καὶ δίσκων ἑλληνικῶν. Κατάλογος καὶ πληροφορίαι ἀποστέλλονται ἐπὶ αἰτήσει. bbox=[256, 1348, 506, 1413]
book-title: Ἀποστολικὸν χρυσόδετον bbox=[803, 1124, 959, 1139]
serial-paragraph: Καὶ ἤρχισε τὴν ἀφήγησιν της, ἀλλ' ἐν ἀγωνιώδει σιγῇ. Ἡ φωνὴ της ἔτρεμε ἀκόμη καὶ ὁ Ῥοβέρτος τὴν ἐνεθάρρυνε διὰ νὰ ἐξακολουθήσῃ. bbox=[1336, 540, 1590, 604]
price-value: » 2,60 bbox=[466, 438, 506, 454]
book-title: Ὁ Ῥαββῖνος Ἰσαὰκ bbox=[803, 1221, 917, 1236]
price-item: » καρρὲ Β' bbox=[256, 309, 322, 325]
kasmiria-words bbox=[256, 519, 375, 695]
lottery-banner bbox=[518, 1353, 1076, 1427]
route-entry: ΤΕΤΑΡΤΗΝ 1 π. μ. διὰ Αἴγιναν, Πόρον, Ὕδραν, Σπέτσας, Ναύπλιον. bbox=[1088, 1642, 1324, 1674]
book-price: 1.50 bbox=[764, 1221, 791, 1236]
book-price: 25.— bbox=[759, 1059, 791, 1074]
notice-footer: ΑΡΚΕΙ ΜΙΑ ΕΠΙΣΚΕΨΙΣ bbox=[294, 1244, 468, 1260]
prize-cell: 100 bbox=[742, 1523, 770, 1539]
shipping-subtitle: ΑΝΑΧΩΡΗΣΕΙΣ ΕΚ ΠΕΙΡΑΙΩΣ bbox=[1110, 1557, 1302, 1572]
books-lists bbox=[518, 1042, 1076, 1236]
column-ads-right bbox=[1088, 128, 1324, 2204]
eykairia-text: Εἰς τὸ κάτωθι τοῦ Σταθμοῦ Σιδηροδρόμων Πελοποννήσου ἐργοστάσιον Σχιστῶν Μαρμάρων πωλοῦνται μάρμαρα. Ἡ ἀποθήκη κεῖται ὁδὸς Μαυρομιχάλη. bbox=[256, 1607, 506, 1688]
prize-cell: 12 bbox=[669, 1487, 688, 1503]
prize-cell: 1312 bbox=[815, 1541, 852, 1557]
surgical-item: Θερμόμετρα bbox=[1088, 1404, 1162, 1419]
book-title: Εὐχολόγιον τὸ Μέγα bbox=[518, 1156, 646, 1171]
book-row bbox=[518, 1107, 791, 1123]
institute-title: ΘΕΡΑΠΕΥΤΙΚΟΝ ΙΝΣΤΙΤΟΥΤΟΝ bbox=[820, 128, 1064, 144]
price-row bbox=[256, 439, 506, 455]
article-subhead: ΜΙΑ ΠΡΟΤΥΠΟΣ ΠΟΛΙΣ — Ο ΥΠΑΙΘΡΙΟΣ ΒΙΟΣ — ΑΙ ΑΠΑΡΑΜΙΛΛΟΙ ΕΞΟΧΑΙ ΤΗΣ bbox=[31, 171, 223, 219]
masthead-title: ΕΜΠΡΟΣ bbox=[700, 70, 900, 110]
serial-paragraph: — Ἠθέλησα νὰ σᾶς φέρω, εἶπεν ἐκείνη, ἀλλὰ δὲν ἔχω τὴν δύναμιν. Ἡ ψυχή μου εἶνε ταραγμένη. bbox=[1336, 1062, 1590, 1110]
book-title: Κυριακοδρόμιον bbox=[803, 1205, 903, 1220]
column-divider bbox=[1330, 125, 1331, 2202]
kasmiria-note: μὲ θαυμασίους χρωματισμοὺς bbox=[378, 567, 506, 604]
price-list bbox=[256, 260, 506, 471]
price-row bbox=[256, 358, 506, 374]
pharmacy-address: 43 — ΟΔΟΣ ΜΗΤΡΟΠΟΛΕΩΣ — 43 bbox=[1096, 373, 1316, 388]
book-title: Ὀρθόδοξος Κατήχησις bbox=[803, 1140, 939, 1155]
